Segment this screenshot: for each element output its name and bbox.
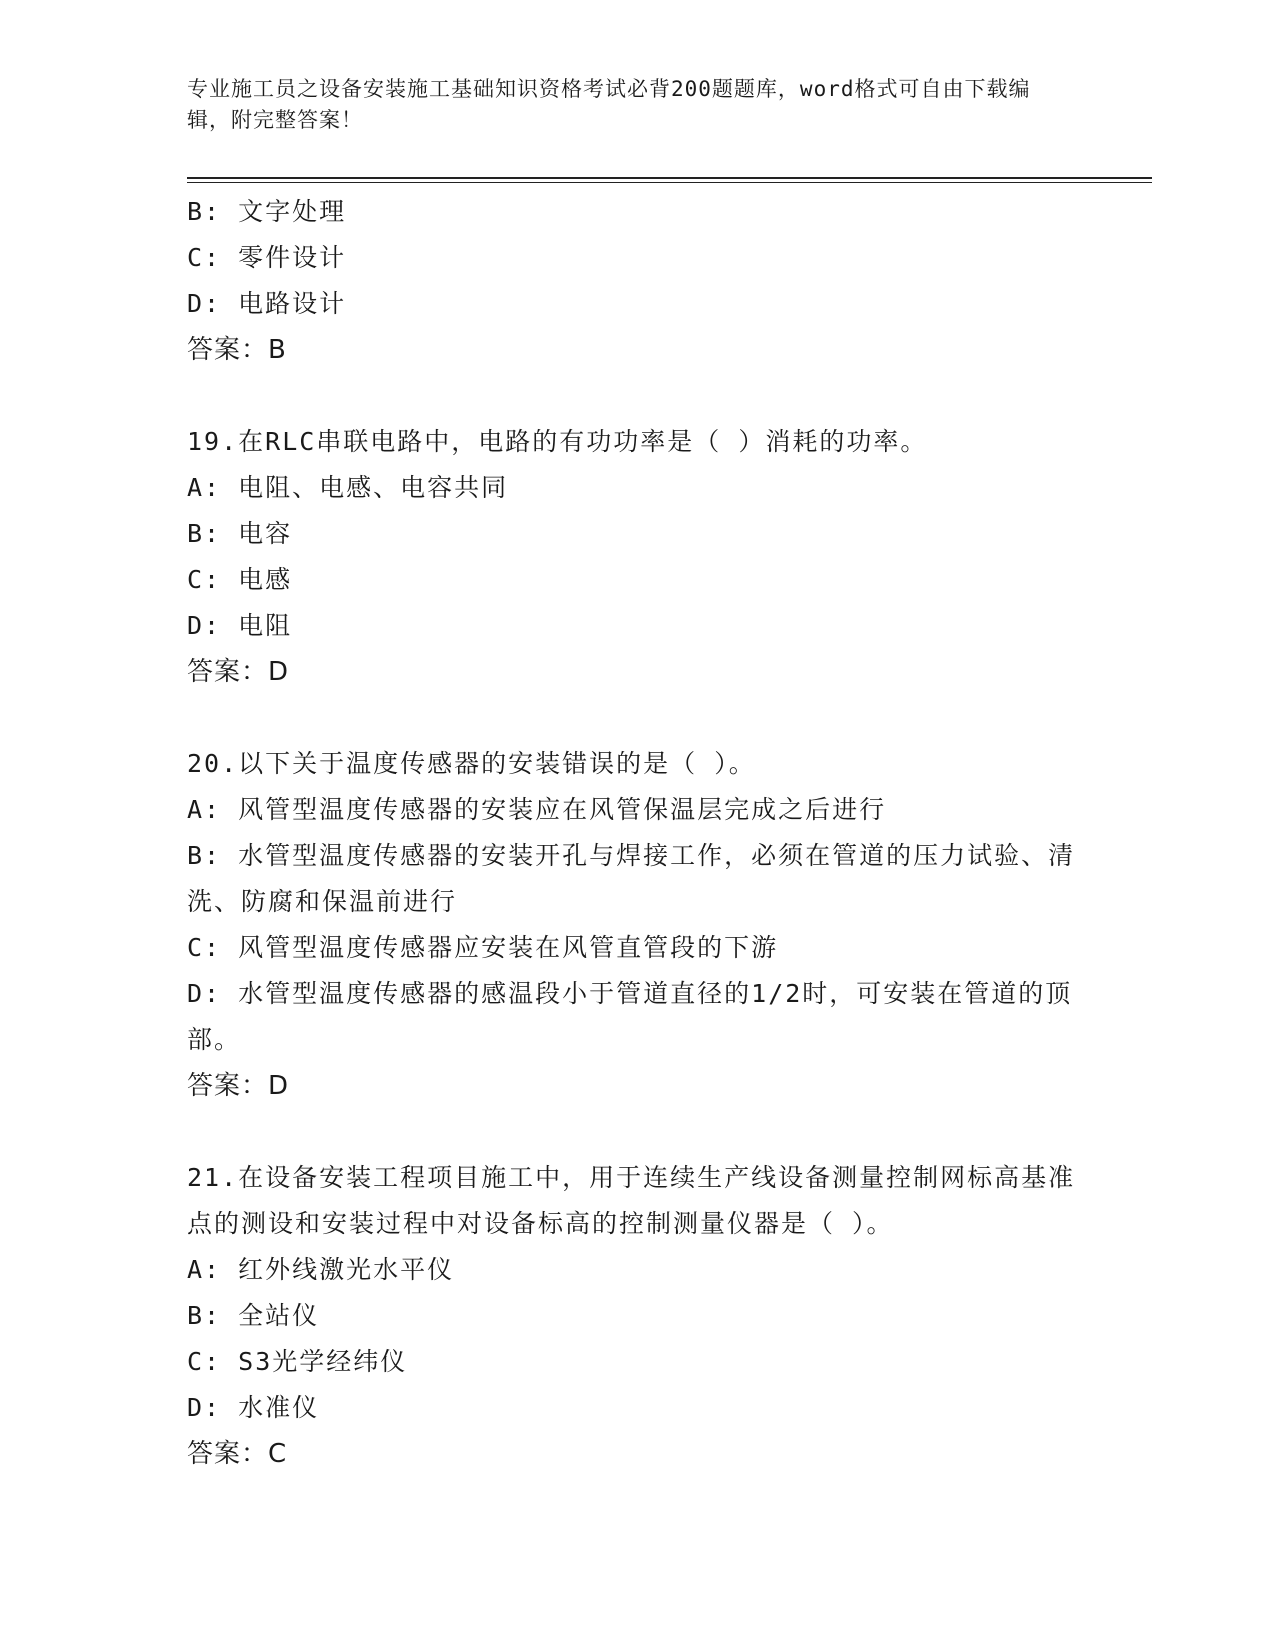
- question-18: [187, 189, 1077, 373]
- header-divider-thin: [187, 182, 1152, 183]
- option-a: A: 红外线激光水平仪: [187, 1255, 455, 1284]
- question-19: [187, 419, 1077, 695]
- question-stem: 19.在RLC串联电路中，电路的有功功率是（ ）消耗的功率。: [187, 427, 928, 456]
- question-spacer: [187, 1109, 1077, 1155]
- document-header: 专业施工员之设备安装施工基础知识资格考试必背200题题库，word格式可自由下载编辑，附完整答案！: [187, 77, 1031, 132]
- question-list: [187, 189, 1077, 1477]
- question-21: [187, 1155, 1077, 1477]
- option-d: D: 电路设计: [187, 289, 347, 318]
- option-d: D: 水准仪: [187, 1393, 320, 1422]
- option-c: C: S3光学经纬仪: [187, 1347, 408, 1376]
- question-spacer: [187, 373, 1077, 419]
- option-d: D: 水管型温度传感器的感温段小于管道直径的1/2时，可安装在管道的顶部。: [187, 979, 1073, 1054]
- option-c: C: 零件设计: [187, 243, 347, 272]
- option-c: C: 电感: [187, 565, 293, 594]
- question-20: [187, 741, 1077, 1109]
- header-divider-thick: [187, 177, 1152, 179]
- option-b: B: 全站仪: [187, 1301, 320, 1330]
- question-stem: 21.在设备安装工程项目施工中，用于连续生产线设备测量控制网标高基准点的测设和安装过程中对设备标高的控制测量仪器是（ ）。: [187, 1163, 1076, 1238]
- option-d: D: 电阻: [187, 611, 293, 640]
- question-stem: 20.以下关于温度传感器的安装错误的是（ ）。: [187, 749, 756, 778]
- answer-line: 答案：D: [187, 657, 290, 687]
- option-c: C: 风管型温度传感器应安装在风管直管段的下游: [187, 933, 779, 962]
- answer-line: 答案：C: [187, 1439, 288, 1469]
- answer-line: 答案：B: [187, 335, 287, 365]
- option-b: B: 文字处理: [187, 197, 347, 226]
- option-b: B: 水管型温度传感器的安装开孔与焊接工作，必须在管道的压力试验、清洗、防腐和保温前进行: [187, 841, 1076, 916]
- answer-line: 答案：D: [187, 1071, 290, 1101]
- option-a: A: 电阻、电感、电容共同: [187, 473, 509, 502]
- question-spacer: [187, 695, 1077, 741]
- option-a: A: 风管型温度传感器的安装应在风管保温层完成之后进行: [187, 795, 887, 824]
- option-b: B: 电容: [187, 519, 293, 548]
